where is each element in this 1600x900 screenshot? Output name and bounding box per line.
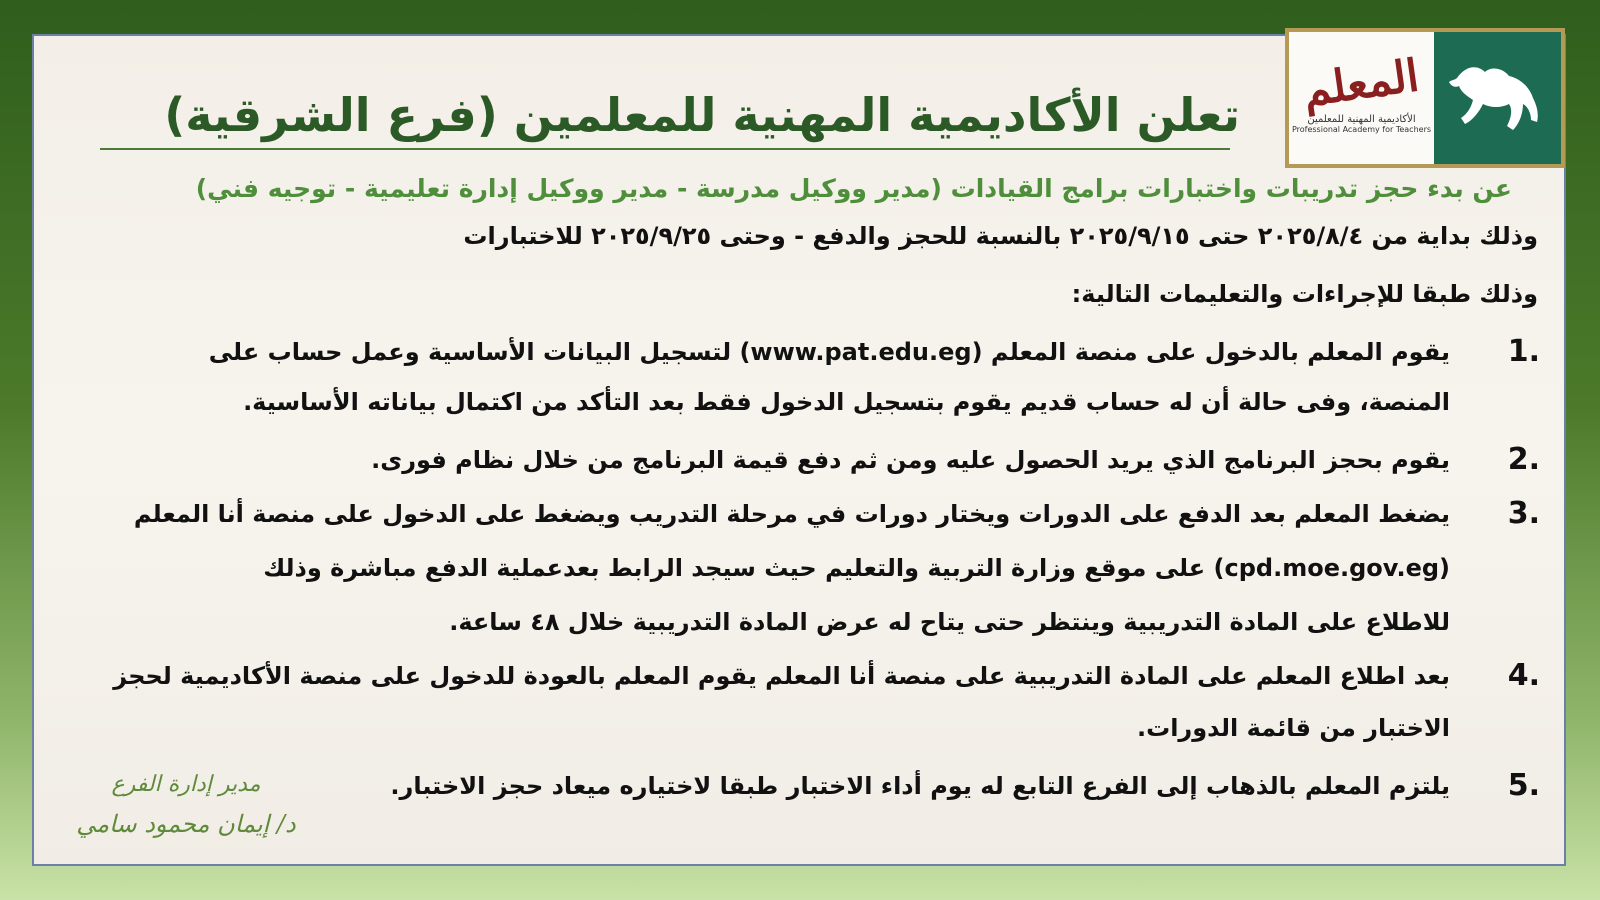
list-item-line: بعد اطلاع المعلم على المادة التدريبية على منصة أنا المعلم يقوم المعلم بالعودة للدخول على منصة الأكاديمية لحجز [113,662,1450,690]
list-item-line: (cpd.moe.gov.eg) على موقع وزارة التربية والتعليم حيث سيجد الرابط بعدعملية الدفع مباشرة وذلك [263,554,1450,582]
list-item-line: المنصة، وفى حالة أن له حساب قديم يقوم بتسجيل الدخول فقط بعد التأكد من اكتمال بياناته الأساسية. [243,388,1450,416]
academy-logo [1285,28,1565,168]
logo-calligraphy: المعلم [1300,50,1423,117]
intro-dates: وذلك بداية من ٢٠٢٥/٨/٤ حتى ٢٠٢٥/٩/١٥ بالنسبة للحجز والدفع - وحتى ٢٠٢٥/٩/٢٥ للاختبارات [463,222,1538,250]
signature [36,766,336,844]
logo-name-english: Professional Academy for Teachers [1291,125,1432,134]
list-item-number: 3. [1507,496,1540,531]
intro-instructions: وذلك طبقا للإجراءات والتعليمات التالية: [1071,280,1538,308]
signature-name: د/ إيمان محمود سامي [76,810,296,838]
title-divider [100,148,1230,150]
list-item-line: يقوم بحجز البرنامج الذي يريد الحصول عليه ومن ثم دفع قيمة البرنامج من خلال نظام فورى. [371,446,1450,474]
horse-icon [1443,48,1553,148]
logo-name-arabic: الأكاديمية المهنية للمعلمين [1307,114,1416,125]
page-title: تعلن الأكاديمية المهنية للمعلمين (فرع الشرقية) [164,88,1240,142]
list-item-line: يقوم المعلم بالدخول على منصة المعلم (www.pat.edu.eg) لتسجيل البيانات الأساسية وعمل حساب على [208,338,1450,366]
logo-emblem [1289,32,1434,164]
list-item-number: 1. [1507,334,1540,369]
list-item-number: 4. [1507,658,1540,693]
list-item-number: 2. [1507,442,1540,477]
list-item-line: للاطلاع على المادة التدريبية وينتظر حتى يتاح له عرض المادة التدريبية خلال ٤٨ ساعة. [449,608,1450,636]
logo-horse-panel [1434,32,1561,164]
subtitle: عن بدء حجز تدريبات واختبارات برامج القيادات (مدير ووكيل مدرسة - مدير ووكيل إدارة تعليمية - توجيه فني) [195,174,1512,203]
signature-role: مدير إدارة الفرع [111,772,261,797]
list-item-line: يلتزم المعلم بالذهاب إلى الفرع التابع له يوم أداء الاختبار طبقا لاختياره ميعاد حجز الاختبار. [390,772,1450,800]
list-item-number: 5. [1507,768,1540,803]
list-item-line: يضغط المعلم بعد الدفع على الدورات ويختار دورات في مرحلة التدريب ويضغط على الدخول على منصة أنا المعلم [133,500,1450,528]
list-item-line: الاختبار من قائمة الدورات. [1136,714,1450,742]
